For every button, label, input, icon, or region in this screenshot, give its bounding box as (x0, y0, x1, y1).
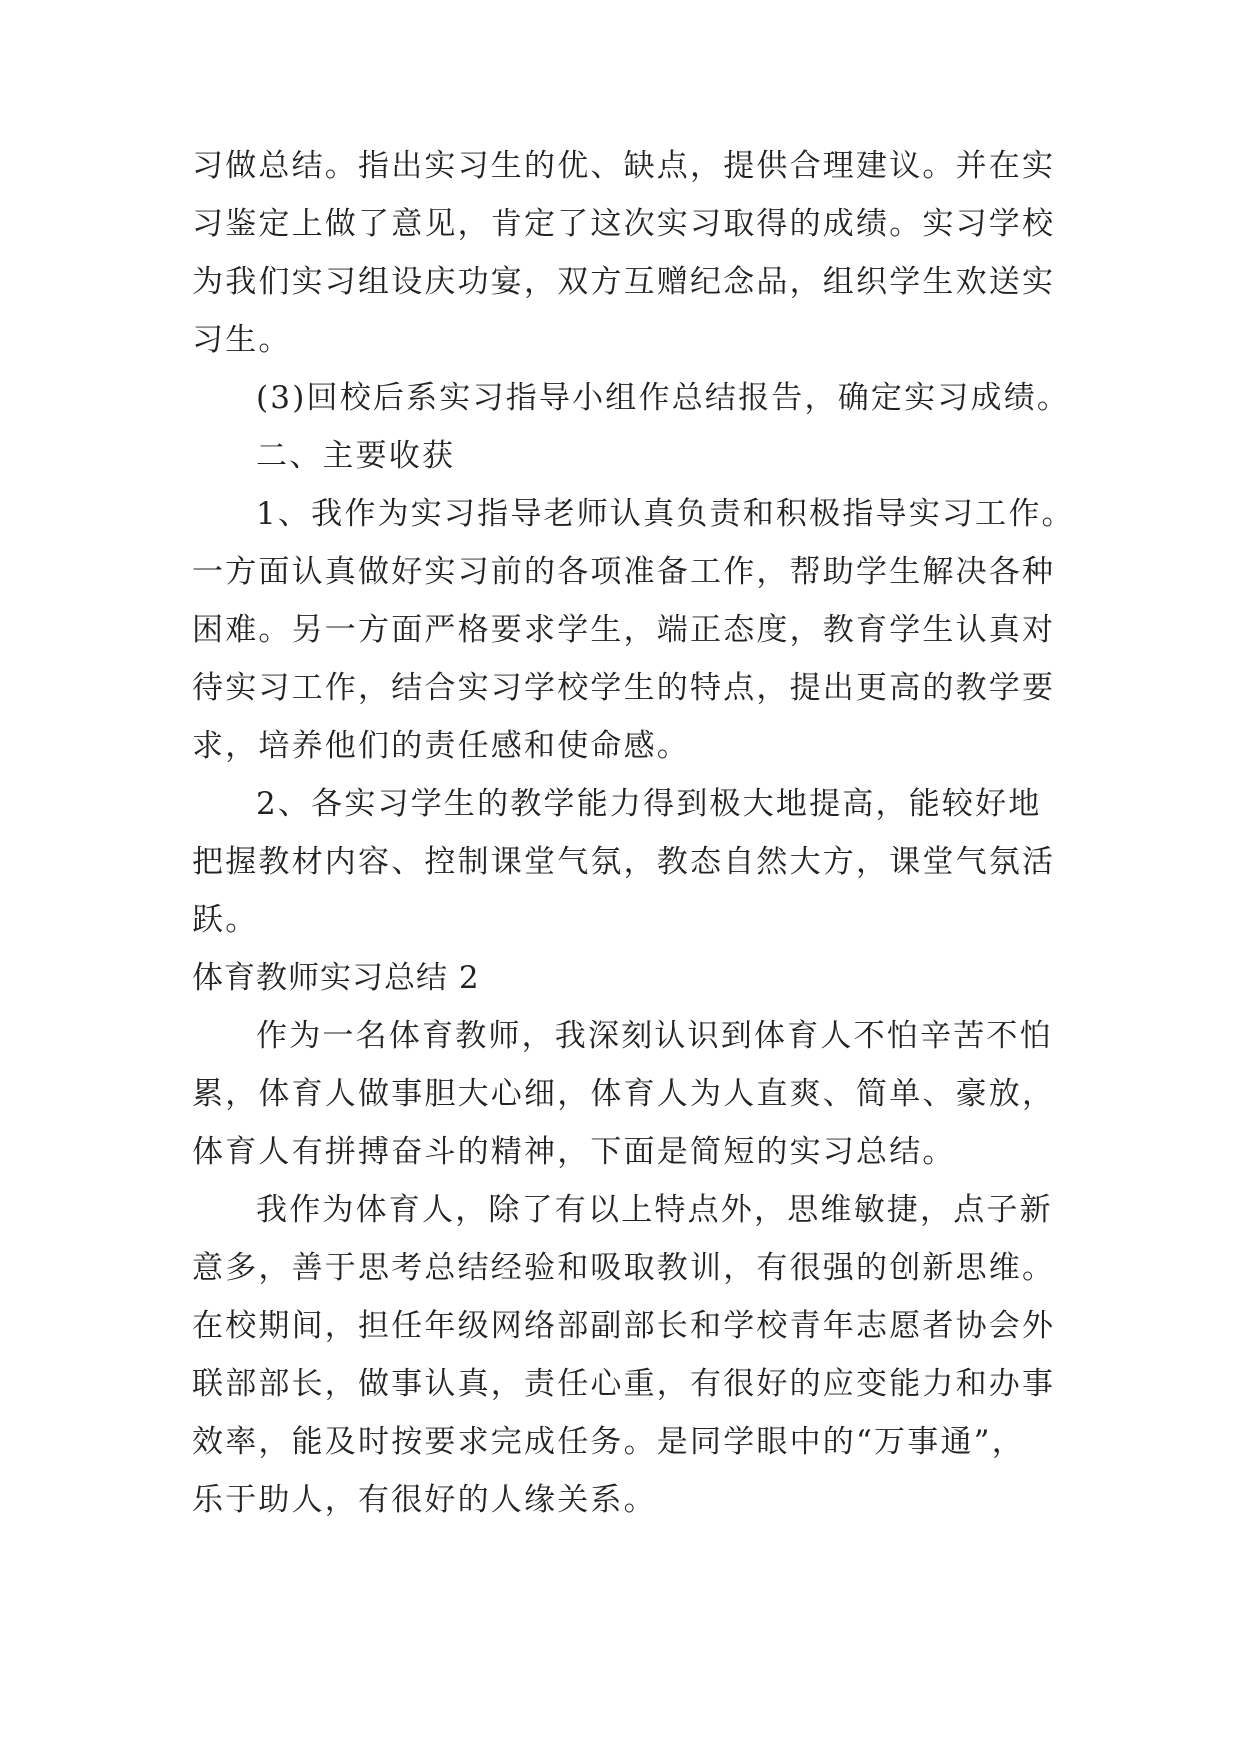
text-line: 累，体育人做事胆大心细，体育人为人直爽、简单、豪放， (192, 1076, 1056, 1112)
text-line: 效率，能及时按要求完成任务。是同学眼中的“万事通”， (192, 1424, 1025, 1460)
text-line: 困难。另一方面严格要求学生，端正态度，教育学生认真对 (192, 612, 1056, 648)
text-line: 我作为体育人，除了有以上特点外，思维敏捷，点子新 (256, 1192, 1053, 1228)
document-subtitle: 体育教师实习总结 2 (192, 960, 480, 996)
text-line: 习做总结。指出实习生的优、缺点，提供合理建议。并在实 (192, 148, 1056, 184)
text-line: (3)回校后系实习指导小组作总结报告，确定实习成绩。 (256, 380, 1071, 416)
text-line: 为我们实习组设庆功宴，双方互赠纪念品，组织学生欢送实 (192, 264, 1056, 300)
text-line: 体育人有拼搏奋斗的精神，下面是简短的实习总结。 (192, 1134, 956, 1170)
text-line: 跃。 (192, 902, 259, 938)
section-heading: 二、主要收获 (256, 438, 456, 474)
text-line: 意多，善于思考总结经验和吸取教训，有很强的创新思维。 (192, 1250, 1056, 1286)
text-line: 2、各实习学生的教学能力得到极大地提高，能较好地 (256, 786, 1042, 822)
text-line: 作为一名体育教师，我深刻认识到体育人不怕辛苦不怕 (256, 1018, 1053, 1054)
text-line: 一方面认真做好实习前的各项准备工作，帮助学生解决各种 (192, 554, 1056, 590)
text-line: 求，培养他们的责任感和使命感。 (192, 728, 690, 764)
text-line: 1、我作为实习指导老师认真负责和积极指导实习工作。 (256, 496, 1075, 532)
text-line: 联部部长，做事认真，责任心重，有很好的应变能力和办事 (192, 1366, 1056, 1402)
text-line: 待实习工作，结合实习学校学生的特点，提出更高的教学要 (192, 670, 1056, 706)
text-line: 在校期间，担任年级网络部副部长和学校青年志愿者协会外 (192, 1308, 1056, 1344)
text-line: 习鉴定上做了意见，肯定了这次实习取得的成绩。实习学校 (192, 206, 1056, 242)
text-line: 把握教材内容、控制课堂气氛，教态自然大方，课堂气氛活 (192, 844, 1056, 880)
text-line: 乐于助人，有很好的人缘关系。 (192, 1482, 657, 1518)
text-line: 习生。 (192, 322, 292, 358)
